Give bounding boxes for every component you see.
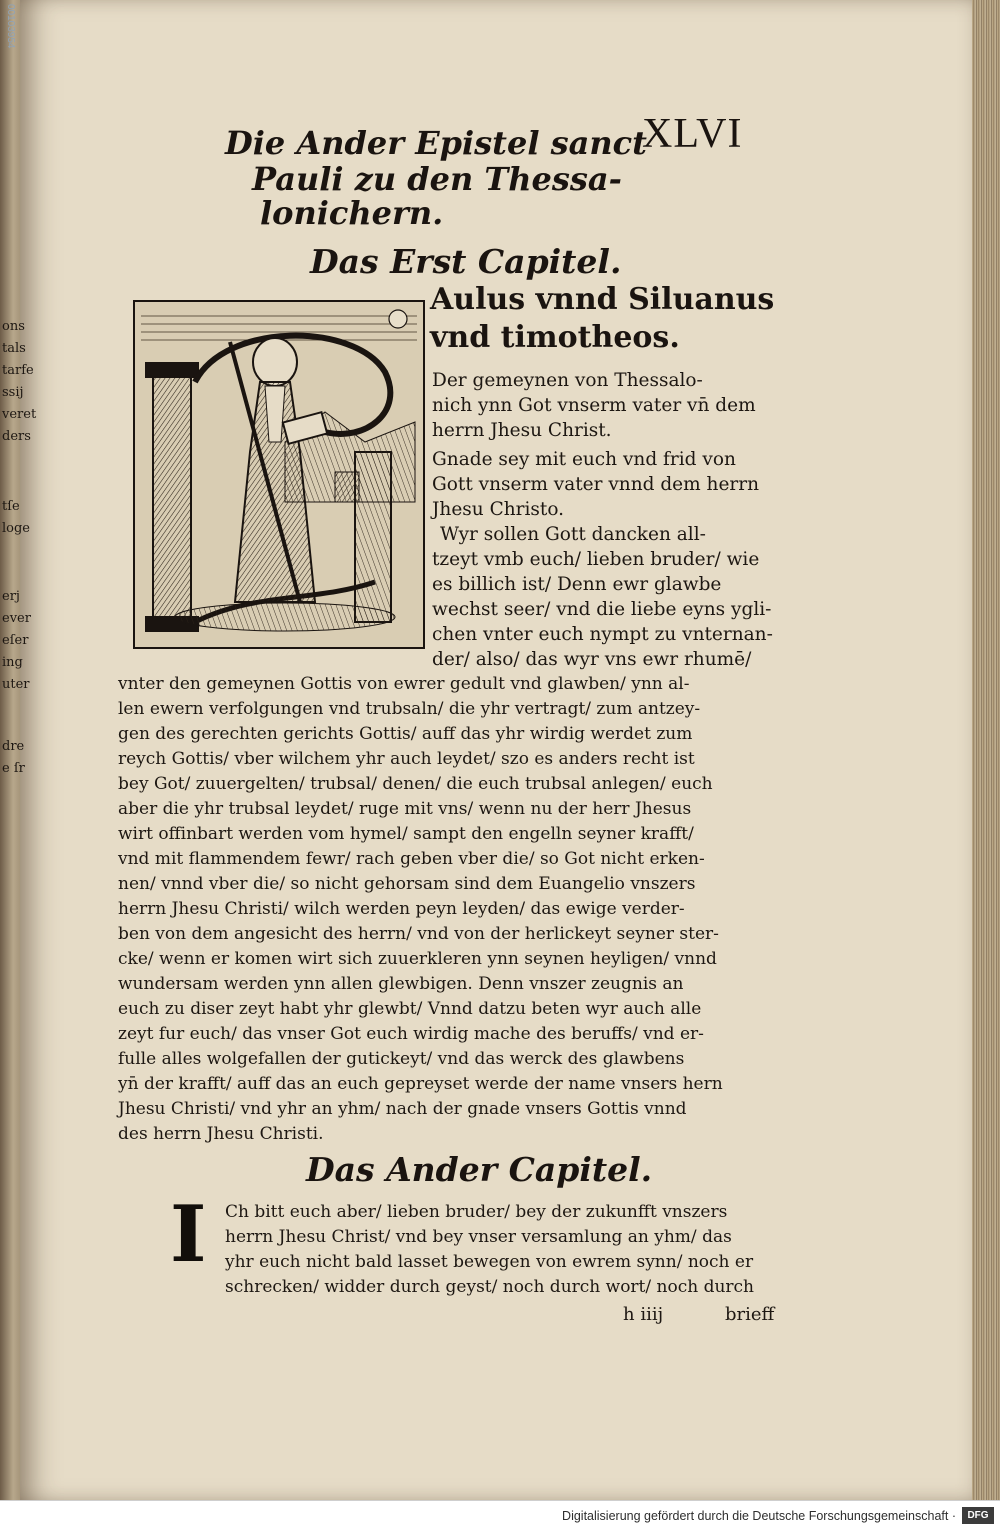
text-line: der/ also/ das wyr vns ewr rhumē/ [432,649,752,670]
text-line: tzeyt vmb euch/ lieben bruder/ wie [432,549,760,570]
text-line: Gott vnserm vater vnnd dem herrn [432,474,760,495]
credit-footer [0,1500,1000,1531]
text-line: chen vnter euch nympt zu vnternan- [432,624,773,645]
funding-credit: Digitalisierung gefördert durch die Deutsche Forschungsgemeinschaft · [562,1509,956,1523]
fragment: ons [2,319,25,334]
fragment: ders [2,429,31,444]
text-line: euch zu diser zeyt habt yhr glewbt/ Vnnd datzu beten wyr auch alle [118,999,702,1019]
page-fore-edge [972,0,1000,1500]
fragment: uter [2,677,30,692]
text-line: yhr euch nicht bald lasset bewegen von ewrem synn/ noch er [225,1252,754,1272]
text-line: herrn Jhesu Christ. [432,420,612,441]
chapter-2-heading: Das Ander Capitel. [306,1150,653,1189]
text-line: wirt offinbart werden vom hymel/ sampt den engelln seyner krafft/ [118,824,694,844]
fragment: ing [2,655,23,670]
text-line: vnter den gemeynen Gottis von ewrer gedult vnd glawben/ ynn al- [118,674,690,694]
fragment: e ſr [2,761,25,776]
chapter-1-opening-line-2: vnd timotheos. [430,320,680,355]
text-line: ben von dem angesicht des herrn/ vnd von der herlickeyt seyner ster- [118,924,719,944]
text-line: herrn Jhesu Christ/ vnd bey vnser versamlung an yhm/ das [225,1227,732,1247]
text-line: Ch bitt euch aber/ lieben bruder/ bey der zukunfft vnszers [225,1202,728,1222]
book-page [20,0,985,1500]
text-line: nen/ vnnd vber die/ so nicht gehorsam sind dem Euangelio vnszers [118,874,696,894]
text-line: schrecken/ widder durch geyst/ noch durch wort/ noch durch [225,1277,755,1297]
text-line: wundersam werden ynn allen glewbigen. Denn vnszer zeugnis an [118,974,684,994]
woodcut-illustration-saint-paul [133,300,425,649]
signature-mark: h iiij [623,1304,664,1325]
catchword: brieff [725,1304,775,1325]
text-line: Wyr sollen Gott dancken all- [440,524,706,545]
title-line-3: lonichern. [260,194,444,232]
woodcut-drawing [135,302,423,647]
fragment: tarfe [2,363,34,378]
text-line: gen des gerechten gerichts Gottis/ auff das yhr wirdig werdet zum [118,724,693,744]
fragment: ssij [2,385,24,400]
text-line: zeyt fur euch/ das vnser Got euch wirdig mache des beruffs/ vnd er- [118,1024,704,1044]
dfg-logo: DFG [962,1507,994,1524]
fragment: erj [2,589,20,604]
page-identifier: 00103954 [5,4,16,49]
text-line: yn̄ der krafft/ auff das an euch gepreyset werde der name vnsers hern [118,1074,723,1094]
fragment: tals [2,341,26,356]
text-line: nich ynn Got vnserm vater vn̄ dem [432,395,756,416]
text-line: herrn Jhesu Christi/ wilch werden peyn leyden/ das ewige verder- [118,899,685,919]
text-line: es billich ist/ Denn ewr glawbe [432,574,722,595]
text-line: cke/ wenn er komen wirt sich zuuerkleren ynn seynen heyligen/ vnnd [118,949,717,969]
fragment: loge [2,521,30,536]
text-line: Jhesu Christi/ vnd yhr an yhm/ nach der gnade vnsers Gottis vnnd [118,1099,687,1119]
fragment: veret [2,407,37,422]
fragment: ever [2,611,31,626]
text-line: bey Got/ zuuergelten/ trubsal/ denen/ die euch trubsal anlegen/ euch [118,774,713,794]
text-line: vnd mit flammendem fewr/ rach geben vber die/ so Got nicht erken- [118,849,705,869]
title-line-2: Pauli zu den Thessa- [252,160,622,198]
fragment: eſer [2,633,29,648]
folio-number: XLVI [642,111,743,157]
title-line-1: Die Ander Epistel sanct [225,124,647,162]
text-line: wechst seer/ vnd die liebe eyns ygli- [432,599,772,620]
chapter-1-opening-line-1: Aulus vnnd Siluanus [430,282,775,317]
drop-cap-initial: I [170,1189,207,1280]
text-line: des herrn Jhesu Christi. [118,1124,324,1144]
fragment: dre [2,739,25,754]
text-line: fulle alles wolgefallen der gutickeyt/ vnd das werck des glawbens [118,1049,685,1069]
text-line: reych Gottis/ vber wilchem yhr auch leydet/ szo es anders recht ist [118,749,695,769]
text-line: aber die yhr trubsal leydet/ ruge mit vns/ wenn nu der herr Jhesus [118,799,692,819]
fragment: tſe [2,499,20,514]
chapter-1-heading: Das Erst Capitel. [310,242,622,281]
text-line: Jhesu Christo. [432,499,565,520]
text-line: len ewern verfolgungen vnd trubsaln/ die yhr vertragt/ zum antzey- [118,699,701,719]
text-line: Der gemeynen von Thessalo- [432,370,703,391]
text-line: Gnade sey mit euch vnd frid von [432,449,736,470]
